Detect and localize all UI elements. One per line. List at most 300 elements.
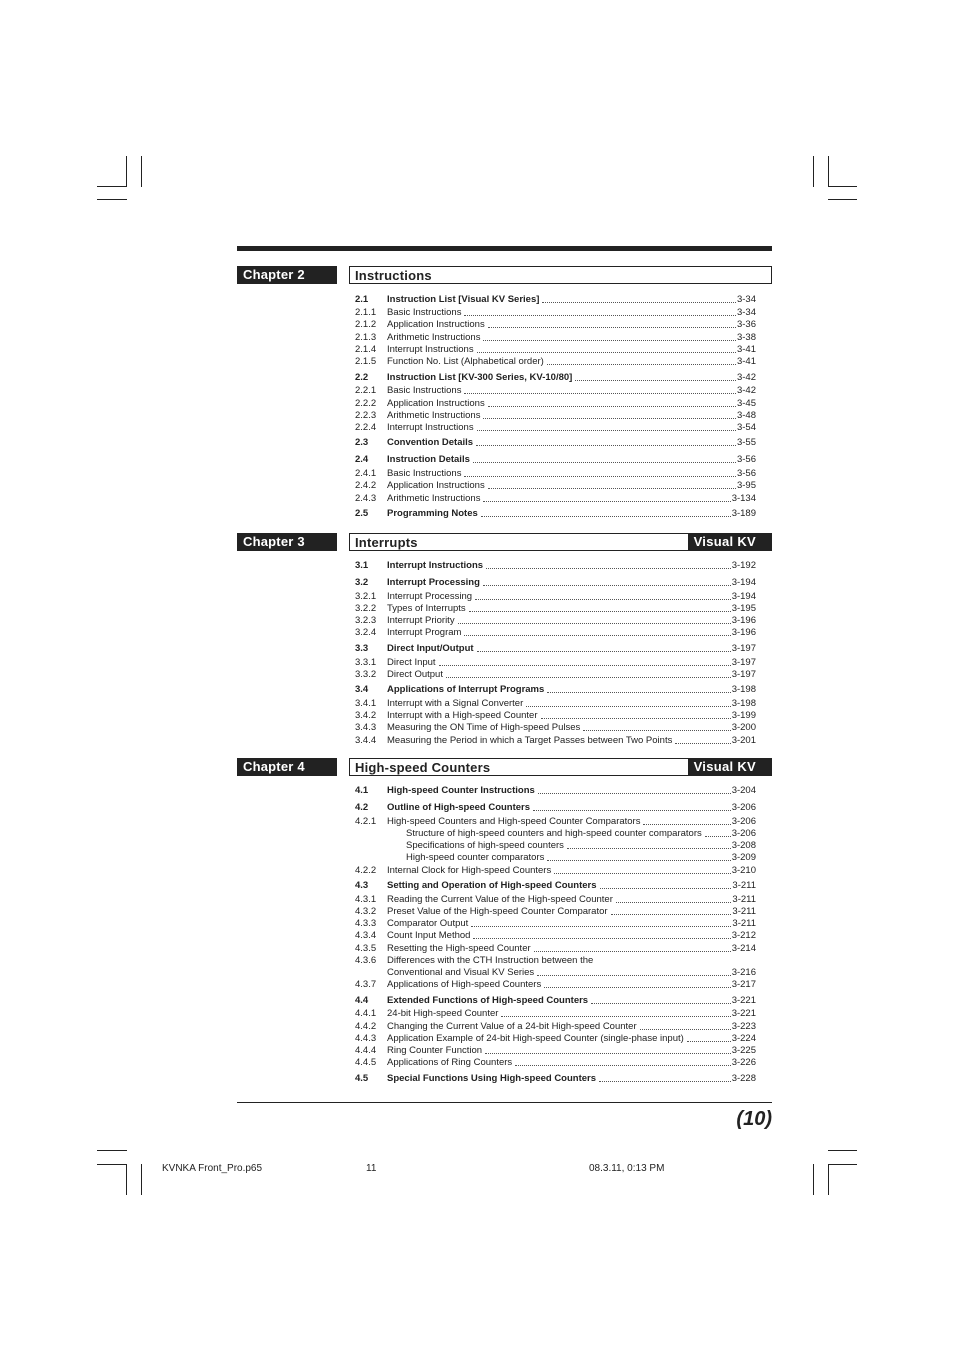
toc-leader-dots (464, 307, 736, 316)
toc-leader-dots (469, 603, 731, 612)
toc-entry-number: 3.2.1 (355, 591, 377, 602)
toc-entry[interactable] (355, 943, 756, 955)
footer-filename: KVNKA Front_Pro.p65 (162, 1163, 263, 1174)
toc-entry-number: 4.3.6 (355, 955, 377, 966)
toc-entry[interactable] (355, 1033, 756, 1045)
toc-entry-number: 4.3.4 (355, 930, 377, 941)
toc-entry-page: 3-226 (731, 1057, 756, 1068)
toc-entry[interactable] (355, 560, 756, 572)
toc-entry-page: 3-198 (731, 698, 756, 709)
toc-entry-title: Resetting the High-speed Counter (387, 943, 531, 954)
toc-entry[interactable] (355, 1057, 756, 1069)
toc-leader-dots (544, 979, 730, 988)
toc-entry-number: 2.1.5 (355, 356, 377, 367)
toc-leader-dots (541, 710, 731, 719)
toc-entry-number: 2.4.1 (355, 468, 377, 479)
toc-entry-page: 3-196 (731, 627, 756, 638)
toc-leader-dots (542, 294, 736, 303)
crop-mark (141, 1164, 142, 1195)
toc-entry-title: Measuring the Period in which a Target Passes between Two Points (387, 735, 673, 746)
toc-entry-number: 3.4.2 (355, 710, 377, 721)
toc-entry-page: 3-56 (736, 468, 756, 479)
toc-entry-title: Ring Counter Function (387, 1045, 483, 1056)
toc-entry[interactable] (355, 852, 756, 864)
chapter-series-tag: Visual KV (688, 758, 772, 776)
toc-entry-title: Extended Functions of High-speed Counters (387, 995, 589, 1006)
toc-entry-title: Direct Input/Output (387, 643, 474, 654)
toc-entry-number: 2.1.2 (355, 319, 377, 330)
toc-entry-title: Interrupt Instructions (387, 344, 474, 355)
toc-leader-dots (538, 785, 731, 794)
toc-leader-dots (483, 332, 736, 341)
toc-entry-number: 4.4 (355, 995, 369, 1006)
toc-leader-dots (488, 480, 736, 489)
toc-leader-dots (488, 398, 736, 407)
toc-entry[interactable] (355, 332, 756, 344)
toc-entry-title: Setting and Operation of High-speed Counters (387, 880, 597, 891)
toc-entry-page: 3-134 (731, 493, 756, 504)
toc-entry-page: 3-206 (731, 816, 756, 827)
toc-entry[interactable] (355, 1073, 756, 1085)
toc-entry[interactable] (355, 398, 756, 410)
crop-mark (126, 156, 127, 187)
toc-entry-number: 2.4 (355, 454, 369, 465)
toc-entry-page: 3-212 (731, 930, 756, 941)
toc-entry[interactable] (355, 356, 756, 368)
toc-entry-title: Arithmetic Instructions (387, 493, 481, 504)
toc-entry-title: Interrupt Processing (387, 577, 480, 588)
toc-entry-title: Comparator Output (387, 918, 469, 929)
toc-leader-dots (643, 816, 730, 825)
toc-entry-number: 4.2.1 (355, 816, 377, 827)
toc-entry-page: 3-216 (731, 967, 756, 978)
toc-entry-page: 3-42 (736, 385, 756, 396)
toc-entry[interactable] (355, 880, 756, 892)
toc-entry[interactable] (355, 802, 756, 814)
toc-entry-number: 3.4.3 (355, 722, 377, 733)
toc-leader-dots (687, 1033, 731, 1042)
toc-leader-dots (705, 828, 731, 837)
toc-entry-page: 3-197 (731, 669, 756, 680)
toc-entry-title: Application Instructions (387, 319, 485, 330)
toc-entry-title: Outline of High-speed Counters (387, 802, 531, 813)
toc-entry-number: 3.2.4 (355, 627, 377, 638)
toc-entry-number: 4.2.2 (355, 865, 377, 876)
toc-leader-dots (547, 356, 736, 365)
toc-entry-number: 2.5 (355, 508, 369, 519)
toc-entry-title: Reading the Current Value of the High-speed Counter (387, 894, 613, 905)
page-number: (10) (736, 1108, 772, 1130)
toc-entry-title: Basic Instructions (387, 307, 462, 318)
toc-entry-number: 2.2.4 (355, 422, 377, 433)
toc-entry[interactable] (355, 710, 756, 722)
toc-leader-dots (611, 906, 732, 915)
toc-entry-title: Direct Input (387, 657, 436, 668)
toc-entry-page: 3-221 (731, 995, 756, 1006)
toc-entry[interactable] (355, 493, 756, 505)
toc-leader-dots (464, 468, 736, 477)
toc-entry[interactable] (355, 955, 756, 967)
crop-mark (828, 1164, 857, 1165)
toc-entry-number: 3.2.3 (355, 615, 377, 626)
toc-leader-dots (526, 698, 730, 707)
toc-entry-number: 4.5 (355, 1073, 369, 1084)
toc-entry-number: 2.1.4 (355, 344, 377, 355)
toc-entry-title: High-speed counter comparators (406, 852, 545, 863)
chapter-title: High-speed Counters (355, 759, 491, 775)
chapter-series-tag: Visual KV (688, 533, 772, 551)
toc-entry-number: 3.3 (355, 643, 369, 654)
toc-entry-page: 3-211 (732, 880, 756, 891)
toc-leader-dots (483, 577, 731, 586)
toc-entry-title: Measuring the ON Time of High-speed Pulses (387, 722, 581, 733)
crop-mark (813, 1164, 814, 1195)
toc-entry-page: 3-95 (736, 480, 756, 491)
toc-entry[interactable] (355, 1021, 756, 1033)
toc-entry[interactable] (355, 657, 756, 669)
toc-entry[interactable] (355, 591, 756, 603)
chapter-header (237, 266, 772, 284)
toc-leader-dots (533, 802, 731, 811)
toc-entry-title: Applications of High-speed Counters (387, 979, 542, 990)
toc-entry[interactable] (355, 307, 756, 319)
toc-entry-page: 3-199 (731, 710, 756, 721)
toc-entry-page: 3-214 (731, 943, 756, 954)
toc-leader-dots (477, 643, 731, 652)
toc-entry[interactable] (355, 627, 756, 639)
toc-entry-page: 3-206 (731, 828, 756, 839)
toc-entry-title: Interrupt with a Signal Converter (387, 698, 524, 709)
toc-leader-dots (616, 894, 732, 903)
toc-entry-number: 3.4 (355, 684, 369, 695)
toc-entry-title: Interrupt Instructions (387, 422, 474, 433)
toc-entry-page: 3-55 (736, 437, 756, 448)
toc-entry-page: 3-223 (731, 1021, 756, 1032)
toc-entry-page: 3-36 (736, 319, 756, 330)
toc-entry-title: Interrupt Program (387, 627, 462, 638)
toc-entry-title: Application Example of 24-bit High-speed Counter (single-phase input) (387, 1033, 684, 1044)
crop-mark (141, 156, 142, 187)
toc-leader-dots (477, 344, 736, 353)
toc-entry[interactable] (355, 577, 756, 589)
toc-leader-dots (458, 615, 731, 624)
toc-leader-dots (583, 722, 730, 731)
toc-entry-page: 3-194 (731, 577, 756, 588)
toc-entry-number: 4.4.4 (355, 1045, 377, 1056)
toc-entry-title: Application Instructions (387, 398, 485, 409)
toc-entry-page: 3-194 (731, 591, 756, 602)
crop-mark (97, 186, 127, 187)
toc-entry-number: 4.3.2 (355, 906, 377, 917)
toc-leader-dots (476, 437, 736, 446)
toc-entry-number: 2.1.3 (355, 332, 377, 343)
crop-mark (828, 156, 829, 187)
toc-entry-number: 3.1 (355, 560, 369, 571)
toc-leader-dots (599, 1073, 731, 1082)
toc-entry-title: Count Input Method (387, 930, 471, 941)
toc-entry-title: Differences with the CTH Instruction between the (387, 955, 594, 966)
toc-entry-page: 3-41 (736, 344, 756, 355)
toc-entry-page: 3-211 (732, 894, 756, 905)
toc-leader-dots (464, 385, 736, 394)
toc-entry-title: Conventional and Visual KV Series (387, 967, 535, 978)
toc-entry[interactable] (355, 894, 756, 906)
toc-entry-title: Interrupt with a High-speed Counter (387, 710, 538, 721)
toc-entry[interactable] (355, 840, 756, 852)
toc-entry-page: 3-196 (731, 615, 756, 626)
toc-entry-page: 3-197 (731, 643, 756, 654)
toc-leader-dots (547, 852, 730, 861)
toc-entry-page: 3-208 (731, 840, 756, 851)
toc-entry-title: Arithmetic Instructions (387, 410, 481, 421)
toc-leader-dots (488, 319, 736, 328)
toc-entry-title: Structure of high-speed counters and high-speed counter comparators (406, 828, 702, 839)
toc-entry-page: 3-48 (736, 410, 756, 421)
toc-entry[interactable] (355, 508, 756, 520)
toc-entry[interactable] (355, 643, 756, 655)
toc-leader-dots (477, 422, 736, 431)
toc-entry-number: 2.2.3 (355, 410, 377, 421)
toc-entry-page: 3-217 (731, 979, 756, 990)
toc-entry-number (355, 852, 406, 864)
toc-entry-page: 3-192 (731, 560, 756, 571)
toc-entry-page: 3-204 (731, 785, 756, 796)
toc-leader-dots (537, 967, 731, 976)
toc-entry[interactable] (355, 468, 756, 480)
toc-entry-page: 3-41 (736, 356, 756, 367)
toc-entry-title: Basic Instructions (387, 385, 462, 396)
footer-sheet: 11 (366, 1163, 377, 1174)
toc-leader-dots (473, 930, 730, 939)
toc-entry-number (355, 828, 406, 840)
toc-entry[interactable] (355, 669, 756, 681)
toc-entry[interactable] (355, 385, 756, 397)
toc-entry-page: 3-221 (731, 1008, 756, 1019)
toc-leader-dots (554, 865, 730, 874)
toc-entry[interactable] (355, 816, 756, 828)
crop-mark (813, 156, 814, 187)
toc-entry-title: Convention Details (387, 437, 474, 448)
toc-entry[interactable] (355, 906, 756, 918)
toc-entry-title: Internal Clock for High-speed Counters (387, 865, 552, 876)
toc-entry-page: 3-189 (731, 508, 756, 519)
toc-entry-page: 3-38 (736, 332, 756, 343)
toc-entry[interactable] (355, 722, 756, 734)
toc-leader-dots (640, 1021, 731, 1030)
crop-mark (126, 1164, 127, 1195)
toc-leader-dots (473, 454, 736, 463)
toc-leader-dots (515, 1057, 731, 1066)
toc-entry-number: 3.3.2 (355, 669, 377, 680)
crop-mark (97, 1150, 127, 1151)
toc-entry-title: Instruction Details (387, 454, 470, 465)
toc-entry-page: 3-34 (736, 294, 756, 305)
toc-entry-number: 3.2.2 (355, 603, 377, 614)
toc-leader-dots (481, 508, 731, 517)
toc-leader-dots (567, 840, 731, 849)
toc-entry-title: Basic Instructions (387, 468, 462, 479)
toc-entry-number: 4.4.2 (355, 1021, 377, 1032)
toc-entry-title: 24-bit High-speed Counter (387, 1008, 499, 1019)
toc-entry-title: Types of Interrupts (387, 603, 466, 614)
toc-entry-title: Instruction List [Visual KV Series] (387, 294, 540, 305)
toc-leader-dots (485, 1045, 731, 1054)
toc-leader-dots (501, 1008, 730, 1017)
toc-entry-number: 2.4.3 (355, 493, 377, 504)
toc-entry-number: 4.4.5 (355, 1057, 377, 1068)
toc-entry-page: 3-34 (736, 307, 756, 318)
toc-entry-number (355, 840, 406, 852)
chapter-title-bar (349, 758, 772, 776)
toc-leader-dots (446, 669, 731, 678)
toc-entry-number: 4.3.1 (355, 894, 377, 905)
toc-entry-title: Direct Output (387, 669, 443, 680)
toc-entry-number: 3.2 (355, 577, 369, 588)
toc-entry-number: 2.2 (355, 372, 369, 383)
top-rule (237, 246, 772, 251)
toc-entry[interactable] (355, 603, 756, 615)
toc-entry-number: 4.3.5 (355, 943, 377, 954)
toc-entry-title: Programming Notes (387, 508, 478, 519)
toc-entry-title: Applications of Ring Counters (387, 1057, 513, 1068)
toc-entry-page: 3-224 (731, 1033, 756, 1044)
toc-entry[interactable] (355, 1045, 756, 1057)
toc-entry-page: 3-211 (732, 918, 756, 929)
toc-entry[interactable] (355, 437, 756, 449)
crop-mark (828, 199, 857, 200)
toc-entry-page: 3-228 (731, 1073, 756, 1084)
crop-mark (828, 1164, 829, 1195)
toc-entry[interactable] (355, 372, 756, 384)
toc-entry-title: Preset Value of the High-speed Counter Comparator (387, 906, 608, 917)
toc-entry-number: 3.4.1 (355, 698, 377, 709)
toc-entry-page: 3-200 (731, 722, 756, 733)
toc-entry-page: 3-195 (731, 603, 756, 614)
chapter-title: Interrupts (355, 534, 418, 550)
toc-entry[interactable] (355, 422, 756, 434)
crop-mark (828, 186, 857, 187)
toc-entry-page: 3-56 (736, 454, 756, 465)
toc-entry-title: Interrupt Instructions (387, 560, 484, 571)
toc-leader-dots (439, 657, 731, 666)
toc-entry[interactable] (355, 319, 756, 331)
toc-entry-title: Applications of Interrupt Programs (387, 684, 545, 695)
toc-leader-dots (483, 410, 736, 419)
toc-entry-page: 3-45 (736, 398, 756, 409)
toc-entry-page: 3-209 (731, 852, 756, 863)
toc-entry[interactable] (355, 995, 756, 1007)
crop-mark (828, 1150, 857, 1151)
toc-entry-number: 2.3 (355, 437, 369, 448)
toc-entry-number: 4.3 (355, 880, 369, 891)
toc-entry-title: Changing the Current Value of a 24-bit High-speed Counter (387, 1021, 637, 1032)
toc-leader-dots (534, 943, 731, 952)
toc-entry[interactable] (355, 828, 756, 840)
toc-entry-page: 3-198 (731, 684, 756, 695)
chapter-label: Chapter 3 (237, 533, 337, 551)
toc-leader-dots (675, 735, 730, 744)
toc-leader-dots (475, 591, 731, 600)
bottom-rule (237, 1102, 772, 1103)
toc-entry-title: Instruction List [KV-300 Series, KV-10/80] (387, 372, 573, 383)
toc-leader-dots (600, 880, 732, 889)
toc-entry[interactable] (355, 454, 756, 466)
toc-entry[interactable] (355, 684, 756, 696)
toc-leader-dots (486, 560, 731, 569)
toc-entry-title: Interrupt Processing (387, 591, 473, 602)
toc-entry-number: 2.1.1 (355, 307, 377, 318)
toc-entry-number: 4.3.3 (355, 918, 377, 929)
toc-entry-number: 4.4.3 (355, 1033, 377, 1044)
toc-entry[interactable] (355, 735, 756, 747)
toc-entry[interactable] (355, 410, 756, 422)
toc-leader-dots (464, 627, 730, 636)
toc-entry-page: 3-197 (731, 657, 756, 668)
toc-entry[interactable] (355, 979, 756, 991)
crop-mark (97, 1164, 127, 1165)
chapter-header (237, 533, 772, 551)
toc-leader-dots (575, 372, 736, 381)
toc-entry-title: High-speed Counters and High-speed Counter Comparators (387, 816, 641, 827)
toc-entry-number: 2.1 (355, 294, 369, 305)
toc-entry-number: 4.3.7 (355, 979, 377, 990)
toc-leader-dots (591, 995, 731, 1004)
toc-entry-title: Specifications of high-speed counters (406, 840, 564, 851)
chapter-title: Instructions (355, 267, 432, 283)
chapter-title-bar (349, 533, 772, 551)
toc-entry[interactable] (355, 918, 756, 930)
toc-entry-page: 3-54 (736, 422, 756, 433)
toc-entry[interactable] (355, 785, 756, 797)
toc-entry[interactable] (355, 480, 756, 492)
toc-entry[interactable] (355, 1008, 756, 1020)
toc-entry-number: 4.4.1 (355, 1008, 377, 1019)
toc-entry-number: 2.2.1 (355, 385, 377, 396)
chapter-header (237, 758, 772, 776)
toc-entry-title: Function No. List (Alphabetical order) (387, 356, 544, 367)
toc-entry-page: 3-210 (731, 865, 756, 876)
toc-leader-dots (471, 918, 731, 927)
chapter-title-bar (349, 266, 772, 284)
toc-entry-page: 3-42 (736, 372, 756, 383)
chapter-label: Chapter 2 (237, 266, 337, 284)
toc-entry-number (355, 967, 387, 979)
toc-entry[interactable] (355, 865, 756, 877)
toc-entry-page: 3-225 (731, 1045, 756, 1056)
toc-entry-title: Arithmetic Instructions (387, 332, 481, 343)
toc-entry-page: 3-206 (731, 802, 756, 813)
toc-entry-number: 4.2 (355, 802, 369, 813)
toc-entry[interactable] (355, 294, 756, 306)
toc-entry[interactable] (355, 615, 756, 627)
toc-entry-page: 3-201 (731, 735, 756, 746)
toc-entry-number: 2.2.2 (355, 398, 377, 409)
toc-entry[interactable] (355, 930, 756, 942)
toc-entry[interactable] (355, 967, 756, 979)
toc-entry-title: Interrupt Priority (387, 615, 455, 626)
toc-leader-dots (547, 684, 730, 693)
crop-mark (97, 199, 127, 200)
toc-entry[interactable] (355, 344, 756, 356)
toc-entry-number: 2.4.2 (355, 480, 377, 491)
toc-entry-title: High-speed Counter Instructions (387, 785, 535, 796)
toc-entry-number: 3.3.1 (355, 657, 377, 668)
toc-entry-page: 3-211 (732, 906, 756, 917)
chapter-label: Chapter 4 (237, 758, 337, 776)
toc-entry-title: Special Functions Using High-speed Counters (387, 1073, 597, 1084)
toc-entry-number: 4.1 (355, 785, 369, 796)
toc-entry[interactable] (355, 698, 756, 710)
